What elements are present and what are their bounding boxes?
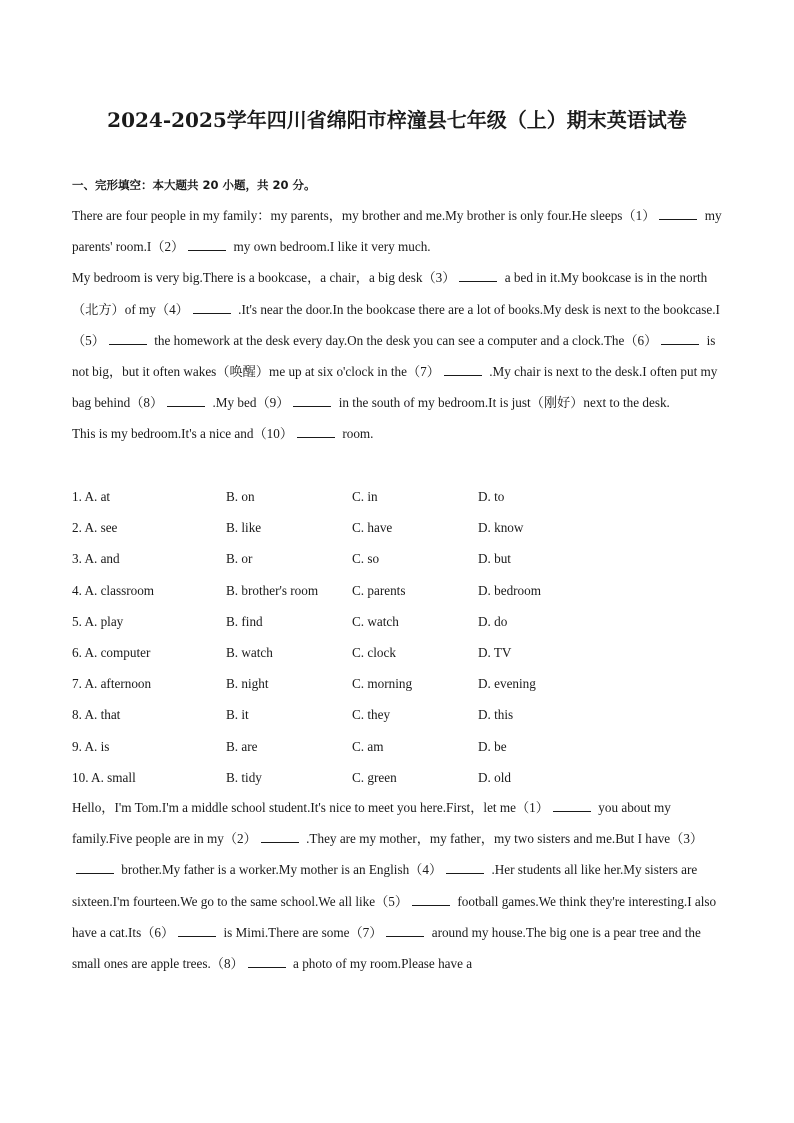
- option-b[interactable]: B. or: [226, 551, 253, 567]
- passage2-blank-3[interactable]: [76, 861, 114, 874]
- option-c[interactable]: C. morning: [352, 676, 413, 692]
- question-row-7: [72, 668, 722, 699]
- question-row-3: [72, 543, 722, 574]
- passage2-blank-4[interactable]: [446, 861, 484, 874]
- option-a[interactable]: 10. A. small: [72, 769, 136, 785]
- option-c[interactable]: C. so: [352, 551, 380, 567]
- passage1-blank-3[interactable]: [459, 269, 497, 282]
- option-d[interactable]: D. this: [478, 707, 514, 723]
- option-a[interactable]: 4. A. classroom: [72, 582, 155, 598]
- passage1-text: is not big，but it often wakes（唤醒）me up at six o'clock in the（7）: [72, 332, 716, 380]
- question-row-2: [72, 512, 722, 543]
- section-heading: 一、完形填空：本大题共 20 小题，共 20 分。: [72, 178, 316, 192]
- passage1-text: the homework at the desk every day.On the desk you can see a computer and a clock.The（6）: [150, 332, 658, 348]
- passage1-text: There are four people in my family：my parents，my brother and me.My brother is only four.He sleeps（1）: [72, 208, 656, 223]
- question-row-8: [72, 699, 722, 730]
- option-d[interactable]: D. old: [478, 769, 511, 785]
- option-b[interactable]: B. watch: [226, 644, 273, 660]
- question-row-10: [72, 762, 722, 793]
- passage1-text: my own bedroom.I like it very much.: [230, 239, 431, 255]
- passage2-text: Hello，I'm Tom.I'm a middle school student.It's nice to meet you here.First，let me（1）: [72, 800, 549, 815]
- passage1-text: .My bed（9）: [209, 395, 290, 411]
- option-b[interactable]: B. brother's room: [226, 582, 319, 598]
- cloze-passage-2: [72, 792, 722, 979]
- option-d[interactable]: D. do: [478, 613, 508, 629]
- passage2-text: .They are my mother，my father，my two sisters and me.But I have（3）: [302, 831, 704, 847]
- page-title: 2024-2025学年四川省绵阳市梓潼县七年级（上）期末英语试卷: [107, 108, 687, 132]
- passage1-blank-1[interactable]: [659, 207, 697, 220]
- passage1-text: This is my bedroom.It's a nice and（10）: [72, 426, 294, 442]
- passage1-blank-8[interactable]: [167, 394, 205, 407]
- passage2-blank-8[interactable]: [248, 955, 286, 968]
- passage2-text: brother.My father is a worker.My mother is an English（4）: [118, 862, 443, 878]
- option-a[interactable]: 8. A. that: [72, 707, 121, 723]
- passage1-text: a bed in it.My bookcase is in the north（北方）of my（4）: [72, 270, 708, 317]
- option-b[interactable]: B. find: [226, 613, 263, 629]
- question-row-5: [72, 606, 722, 637]
- passage1-blank-7[interactable]: [444, 363, 482, 376]
- option-c[interactable]: C. in: [352, 489, 378, 504]
- option-c[interactable]: C. have: [352, 520, 393, 536]
- question-row-1: [72, 481, 722, 512]
- passage1-blank-10[interactable]: [297, 425, 335, 438]
- passage1-text: .My chair is next to the desk.I often put my bag behind（8）: [72, 364, 718, 411]
- option-a[interactable]: 7. A. afternoon: [72, 676, 152, 692]
- option-b[interactable]: B. like: [226, 520, 262, 536]
- passage1-paragraph: [72, 418, 722, 449]
- passage2-blank-5[interactable]: [412, 893, 450, 906]
- option-a[interactable]: 5. A. play: [72, 613, 124, 629]
- passage1-text: my parents' room.I（2）: [72, 208, 722, 255]
- passage1-blank-2[interactable]: [188, 238, 226, 251]
- option-d[interactable]: D. evening: [478, 676, 536, 692]
- answer-options-list: [72, 481, 722, 793]
- option-c[interactable]: C. parents: [352, 582, 406, 598]
- option-d[interactable]: D. but: [478, 551, 511, 567]
- question-row-4: [72, 575, 722, 606]
- option-c[interactable]: C. clock: [352, 644, 396, 660]
- passage2-blank-1[interactable]: [553, 799, 591, 812]
- option-a[interactable]: 2. A. see: [72, 520, 118, 536]
- question-row-9: [72, 731, 722, 762]
- option-c[interactable]: C. they: [352, 707, 391, 723]
- passage1-blank-6[interactable]: [661, 332, 699, 345]
- question-row-6: [72, 637, 722, 668]
- passage1-text: room.: [339, 426, 374, 442]
- option-d[interactable]: D. to: [478, 489, 505, 504]
- passage1-paragraph: [72, 262, 722, 418]
- option-c[interactable]: C. green: [352, 769, 397, 785]
- passage2-text: you about my family.Five people are in my（2）: [72, 800, 671, 847]
- passage2-paragraph: [72, 792, 722, 979]
- option-d[interactable]: D. bedroom: [478, 582, 541, 598]
- passage2-blank-2[interactable]: [261, 830, 299, 843]
- option-a[interactable]: 3. A. and: [72, 551, 120, 567]
- passage2-text: a photo of my room.Please have a: [289, 956, 473, 972]
- option-a[interactable]: 6. A. computer: [72, 644, 151, 660]
- option-b[interactable]: B. are: [226, 738, 258, 754]
- option-c[interactable]: C. watch: [352, 613, 399, 629]
- option-d[interactable]: D. know: [478, 520, 524, 536]
- option-b[interactable]: B. it: [226, 707, 249, 723]
- passage2-blank-6[interactable]: [178, 924, 216, 937]
- passage2-text: is Mimi.There are some（7）: [220, 924, 383, 940]
- passage2-blank-7[interactable]: [386, 924, 424, 937]
- option-d[interactable]: D. be: [478, 738, 507, 754]
- option-a[interactable]: 9. A. is: [72, 738, 110, 754]
- option-a[interactable]: 1. A. at: [72, 489, 111, 504]
- passage1-text: My bedroom is very big.There is a bookcase，a chair，a big desk（3）: [72, 270, 456, 286]
- option-b[interactable]: B. tidy: [226, 769, 262, 785]
- option-d[interactable]: D. TV: [478, 644, 512, 660]
- option-c[interactable]: C. am: [352, 738, 384, 754]
- passage2-text: around my house.The big one is a pear tree and the small ones are apple trees.（8）: [72, 924, 701, 972]
- passage1-blank-9[interactable]: [293, 394, 331, 407]
- passage2-text: football games.We think they're interesting.I also have a cat.Its（6）: [72, 893, 717, 940]
- passage2-text: .Her students all like her.My sisters are sixteen.I'm fourteen.We go to the same school.We all like（5）: [72, 862, 698, 909]
- passage1-paragraph: [72, 200, 722, 262]
- passage1-text: in the south of my bedroom.It is just（刚好）next to the desk.: [335, 395, 670, 411]
- passage1-blank-5[interactable]: [109, 332, 147, 345]
- option-b[interactable]: B. night: [226, 676, 269, 692]
- passage1-text: .It's near the door.In the bookcase there are a lot of books.My desk is next to the bookcase.I（5）: [72, 301, 720, 348]
- cloze-passage-1: [72, 200, 722, 450]
- option-b[interactable]: B. on: [226, 489, 255, 504]
- passage1-blank-4[interactable]: [193, 301, 231, 314]
